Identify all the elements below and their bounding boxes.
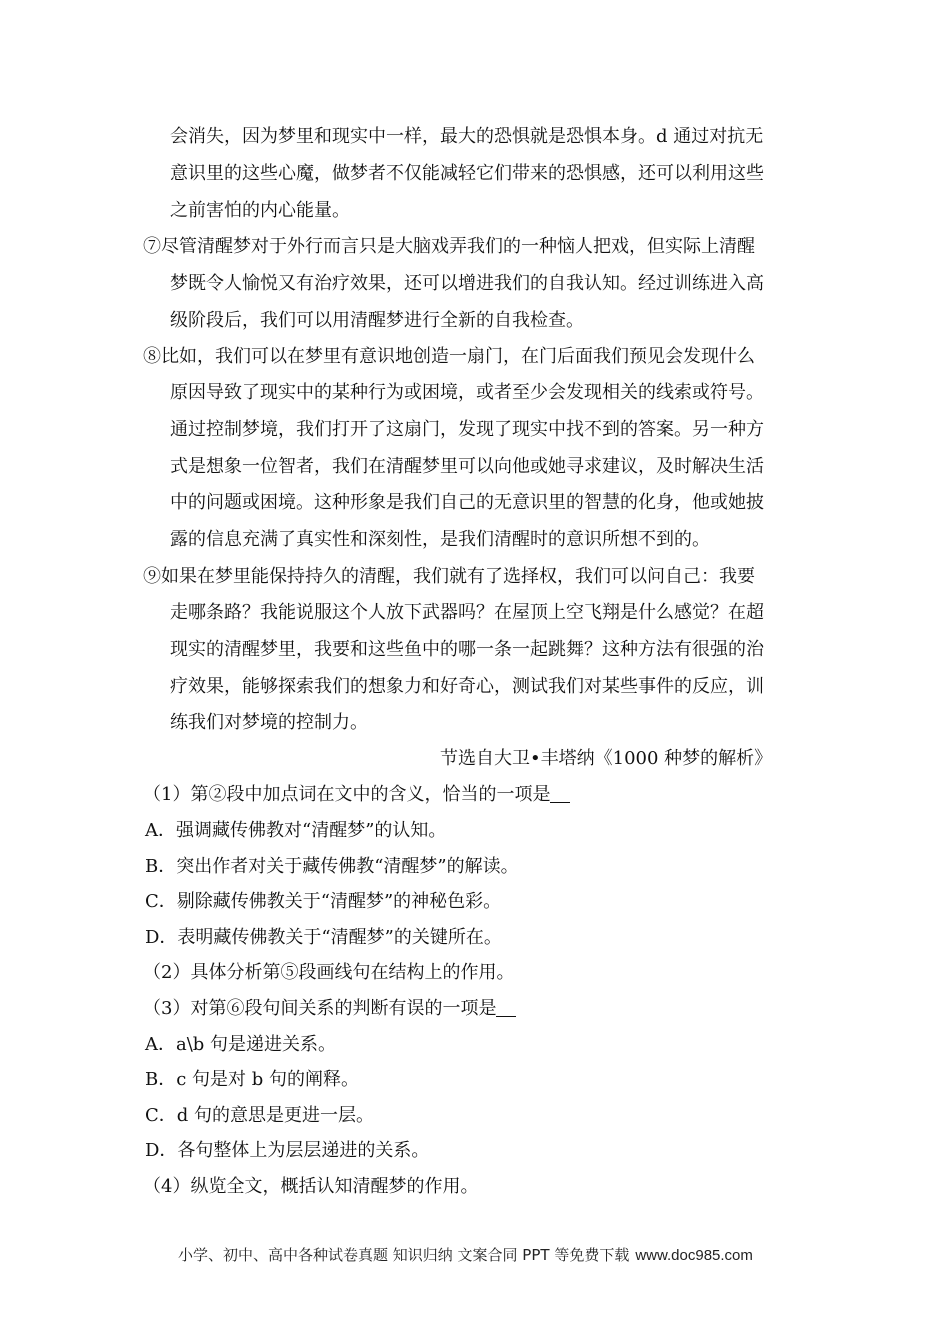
question-1-option-d: D．表明藏传佛教关于“清醒梦”的关键所在。 xyxy=(145,927,502,948)
passage-line: 级阶段后，我们可以用清醒梦进行全新的自我检查。 xyxy=(170,310,584,331)
footer-text: 小学、初中、高中各种试卷真题 知识归纳 文案合同 PPT 等免费下载 xyxy=(178,1246,630,1264)
question-1 xyxy=(143,784,570,806)
question-2: （2）具体分析第⑤段画线句在结构上的作用。 xyxy=(143,962,515,983)
footer-url[interactable]: www.doc985.com xyxy=(635,1247,753,1264)
passage-source: 节选自大卫•丰塔纳《1000 种梦的解析》 xyxy=(440,748,773,769)
question-3-option-d: D．各句整体上为层层递进的关系。 xyxy=(145,1140,430,1161)
question-1-option-b: B．突出作者对关于藏传佛教“清醒梦”的解读。 xyxy=(145,856,519,877)
question-4: （4）纵览全文，概括认知清醒梦的作用。 xyxy=(143,1176,479,1197)
question-1-text: （1）第②段中加点词在文中的含义，恰当的一项是 xyxy=(143,784,551,805)
passage-line: 疗效果，能够探索我们的想象力和好奇心，测试我们对某些事件的反应，训 xyxy=(170,676,764,697)
answer-blank xyxy=(496,998,516,1017)
paragraph-8-line: ⑧比如，我们可以在梦里有意识地创造一扇门，在门后面我们预见会发现什么 xyxy=(143,346,755,367)
passage-line: 露的信息充满了真实性和深刻性，是我们清醒时的意识所想不到的。 xyxy=(170,529,710,550)
passage-line: 式是想象一位智者，我们在清醒梦里可以向他或她寻求建议，及时解决生活 xyxy=(170,456,764,477)
passage-line: 之前害怕的内心能量。 xyxy=(170,200,350,221)
passage-line: 通过控制梦境，我们打开了这扇门，发现了现实中找不到的答案。另一种方 xyxy=(170,419,764,440)
paragraph-7-line: ⑦尽管清醒梦对于外行而言只是大脑戏弄我们的一种恼人把戏，但实际上清醒 xyxy=(143,236,755,257)
question-3 xyxy=(143,998,516,1020)
page-footer xyxy=(178,1245,753,1266)
passage-line: 走哪条路？我能说服这个人放下武器吗？在屋顶上空飞翔是什么感觉？在超 xyxy=(170,602,764,623)
answer-blank xyxy=(550,784,570,803)
question-1-option-a: A．强调藏传佛教对“清醒梦”的认知。 xyxy=(145,820,447,841)
passage-line: 会消失，因为梦里和现实中一样，最大的恐惧就是恐惧本身。d 通过对抗无 xyxy=(170,126,764,147)
question-3-option-b: B．c 句是对 b 句的阐释。 xyxy=(145,1069,359,1090)
question-3-option-a: A．a\b 句是递进关系。 xyxy=(145,1034,337,1055)
passage-line: 原因导致了现实中的某种行为或困境，或者至少会发现相关的线索或符号。 xyxy=(170,382,764,403)
question-3-option-c: C．d 句的意思是更进一层。 xyxy=(145,1105,375,1126)
question-3-text: （3）对第⑥段句间关系的判断有误的一项是 xyxy=(143,998,497,1019)
paragraph-9-line: ⑨如果在梦里能保持持久的清醒，我们就有了选择权，我们可以问自己：我要 xyxy=(143,566,755,587)
question-1-option-c: C．剔除藏传佛教关于“清醒梦”的神秘色彩。 xyxy=(145,891,502,912)
passage-line: 意识里的这些心魔，做梦者不仅能减轻它们带来的恐惧感，还可以利用这些 xyxy=(170,163,764,184)
passage-line: 梦既令人愉悦又有治疗效果，还可以增进我们的自我认知。经过训练进入高 xyxy=(170,273,764,294)
passage-line: 现实的清醒梦里，我要和这些鱼中的哪一条一起跳舞？这种方法有很强的治 xyxy=(170,639,764,660)
passage-line: 中的问题或困境。这种形象是我们自己的无意识里的智慧的化身，他或她披 xyxy=(170,492,764,513)
passage-line: 练我们对梦境的控制力。 xyxy=(170,712,368,733)
